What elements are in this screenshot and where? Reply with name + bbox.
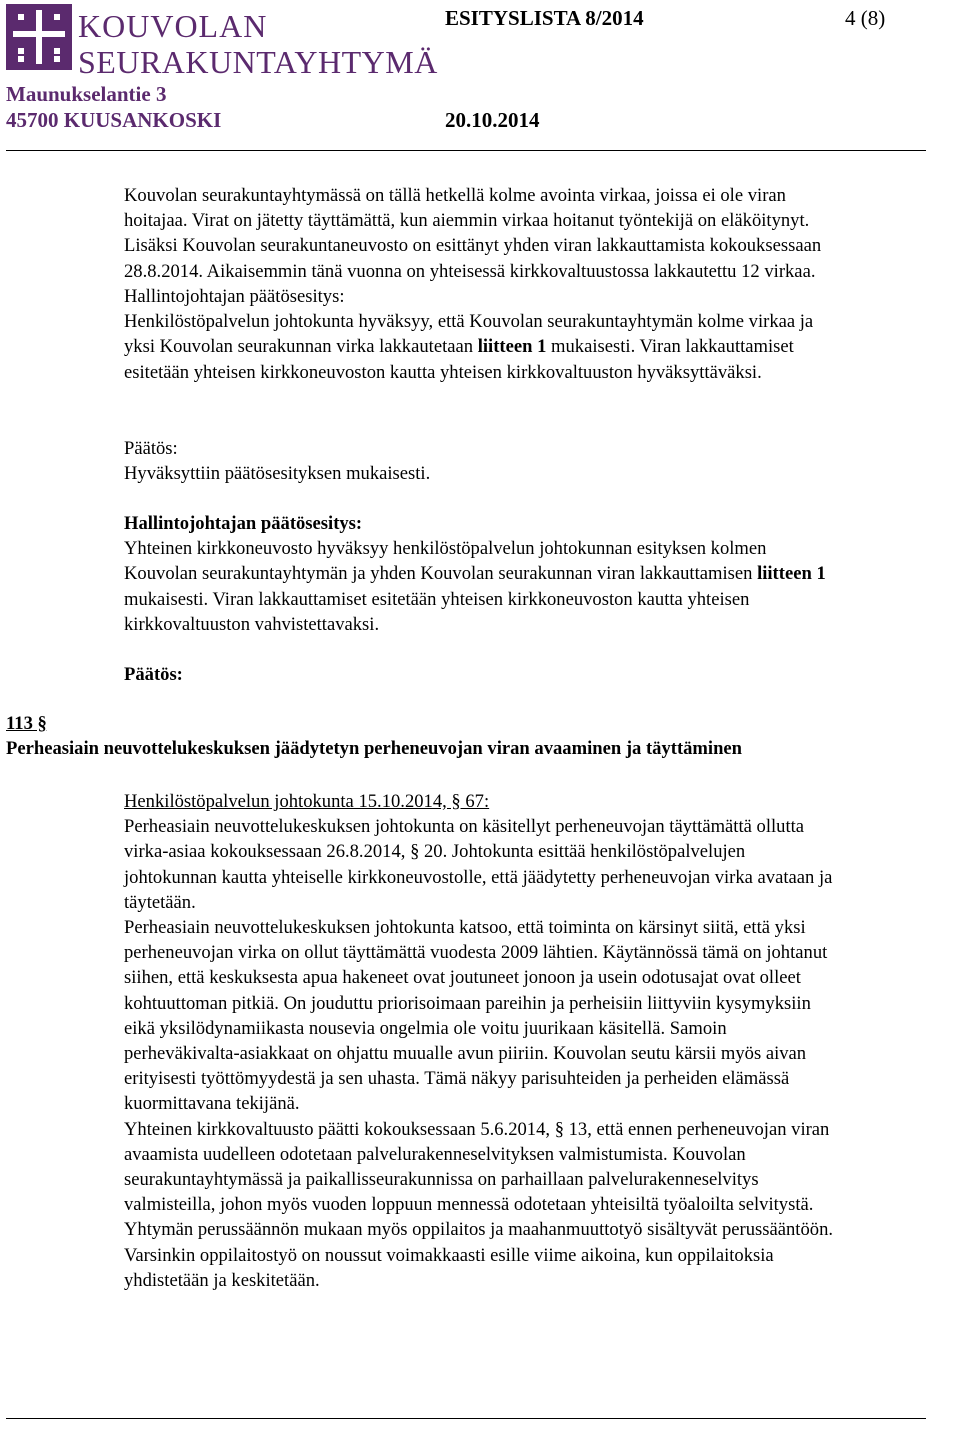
organization-logo: [6, 4, 438, 86]
body-line: valmisteilla, johon myös vuoden loppuun mennessä odotetaan yhteisiltä työaloilta selvitystä.: [124, 1194, 814, 1216]
body-line: Yhtymän perussäännön mukaan myös oppilaitos ja maahanmuuttotyö sisältyvät perussääntöön.: [124, 1219, 834, 1241]
body-line: kohtuuttoman pitkiä. On jouduttu priorisoimaan pareihin ja perheisiin liittyviin kysymyksiin: [124, 992, 811, 1014]
body-line: kuormittavana tekijänä.: [124, 1093, 300, 1115]
proposal-1-line: Henkilöstöpalvelun johtokunta hyväksyy, että Kouvolan seurakuntayhtymän kolme virkaa ja: [124, 311, 814, 333]
body-line: perheväkivalta-asiakkaat on ohjattu muualle avun piiriin. Kouvolan seutu kärsii myös aivan: [124, 1043, 807, 1065]
proposal-2-heading: Hallintojohtajan päätösesitys:: [124, 513, 363, 534]
body-line: täytetään.: [124, 891, 196, 913]
proposal-2-line: Yhteinen kirkkoneuvosto hyväksyy henkilöstöpalvelun johtokunnan esityksen kolmen: [124, 538, 767, 560]
body-line: siihen, että keskuksesta apua hakeneet ovat joutuneet jonoon ja usein odotusajat ovat olleet: [124, 967, 801, 989]
document-title: ESITYSLISTA 8/2014: [445, 6, 644, 30]
footer-divider: [6, 1418, 926, 1419]
section-number: [6, 713, 47, 735]
body-line: virka-asiaa kokouksessaan 26.8.2014, § 20. Johtokunta esittää henkilöstöpalvelujen: [124, 841, 746, 863]
body-line: johtokunnan kautta yhteiselle kirkkoneuvostolle, että jäädytetty perheneuvojan virka avataan ja: [124, 866, 833, 888]
body-line: Perheasiain neuvottelukeskuksen johtokunta katsoo, että toiminta on kärsinyt siitä, että yksi: [124, 917, 806, 939]
address-city: 45700 KUUSANKOSKI: [6, 108, 222, 132]
cross-logo-icon: [6, 4, 72, 70]
intro-line: 28.8.2014. Aikaisemmin tänä vuonna on yhteisessä kirkkovaltuustossa lakkautettu 12 virkaa.: [124, 260, 816, 282]
header-divider: [6, 150, 926, 151]
section-number-text: 113 §: [6, 713, 47, 734]
proposal-1-heading: Hallintojohtajan päätösesitys:: [124, 286, 345, 307]
proposal-2: [124, 511, 956, 637]
section-title: Perheasiain neuvottelukeskuksen jäädytetyn perheneuvojan viran avaaminen ja täyttäminen: [6, 738, 743, 759]
intro-line: hoitajaa. Virat on jätetty täyttämättä, kun aiemmin virkaa hoitanut työntekijä on eläköitynyt.: [124, 210, 810, 232]
attachment-ref: liitteen 1: [757, 563, 826, 585]
intro-paragraph: [124, 183, 956, 284]
proposal-1-line: esitetään yhteisen kirkkoneuvoston kautta yhteisen kirkkovaltuuston hyväksyttäväksi.: [124, 361, 762, 383]
proposal-2-line: [124, 561, 956, 586]
attachment-ref: liitteen 1: [477, 336, 547, 358]
decision-1-text: Hyväksyttiin päätösesityksen mukaisesti.: [124, 463, 431, 485]
body-line: Varsinkin oppilaitostyö on noussut voimakkaasti esille viime aikoina, kun oppilaitoksia: [124, 1244, 774, 1266]
intro-line: Kouvolan seurakuntayhtymässä on tällä hetkellä kolme avointa virkaa, joissa ei ole viran: [124, 185, 786, 206]
proposal-2-line: mukaisesti. Viran lakkauttamiset esitetään yhteisen kirkkoneuvoston kautta yhteisen: [124, 588, 750, 610]
decision-2-heading: Päätös:: [124, 664, 183, 685]
body-line: yhdistetään ja keskitetään.: [124, 1269, 320, 1291]
decision-1: [124, 436, 956, 486]
proposal-1: [124, 284, 956, 385]
decision-2: [124, 662, 956, 687]
body-line: Yhteinen kirkkovaltuusto päätti kokouksessaan 5.6.2014, § 13, että ennen perheneuvojan viran: [124, 1118, 830, 1140]
document-date: 20.10.2014: [445, 108, 540, 132]
org-name-line1: KOUVOLAN: [78, 8, 268, 44]
body-line: avaamista uudelleen odotetaan palvelurakenneselvityksen valmistumista. Kouvolan: [124, 1143, 746, 1165]
org-name-line2: SEURAKUNTAYHTYMÄ: [78, 44, 438, 80]
body-line: Perheasiain neuvottelukeskuksen johtokunta on käsitellyt perheneuvojan täyttämättä ollutta: [124, 816, 805, 838]
page-number: 4 (8): [845, 6, 886, 30]
proposal-1-text: yksi Kouvolan seurakunnan virka lakkautetaan: [124, 336, 478, 358]
section-reference: Henkilöstöpalvelun johtokunta 15.10.2014, § 67:: [124, 791, 490, 812]
body-line: perheneuvojan virka on ollut täyttämättä vuodesta 2009 lähtien. Käytännössä tämä on johtanut: [124, 942, 828, 964]
section-113-body: [124, 789, 956, 1293]
body-line: erityisesti työttömyydestä ja sen uhasta. Tämä näkyy parisuhteiden ja perheiden elämässä: [124, 1068, 790, 1090]
proposal-2-line: kirkkovaltuuston vahvistettavaksi.: [124, 613, 380, 635]
intro-line: Lisäksi Kouvolan seurakuntaneuvosto on esittänyt yhden viran lakkauttamista kokouksessaan: [124, 235, 822, 257]
proposal-2-text: Kouvolan seurakuntayhtymän ja yhden Kouvolan seurakunnan viran lakkauttamisen: [124, 563, 758, 585]
proposal-1-text: mukaisesti. Viran lakkauttamiset: [546, 336, 794, 358]
proposal-1-line: [124, 334, 956, 359]
decision-1-heading: Päätös:: [124, 438, 178, 459]
body-line: eikä yksilödynamiikasta nousevia ongelmia ole voitu juurikaan käsitellä. Samoin: [124, 1017, 727, 1039]
body-line: seurakuntayhtymässä ja paikallisseurakunnissa on parhaillaan palvelurakenneselvitys: [124, 1169, 759, 1191]
address-street: Maunukselantie 3: [6, 82, 167, 106]
